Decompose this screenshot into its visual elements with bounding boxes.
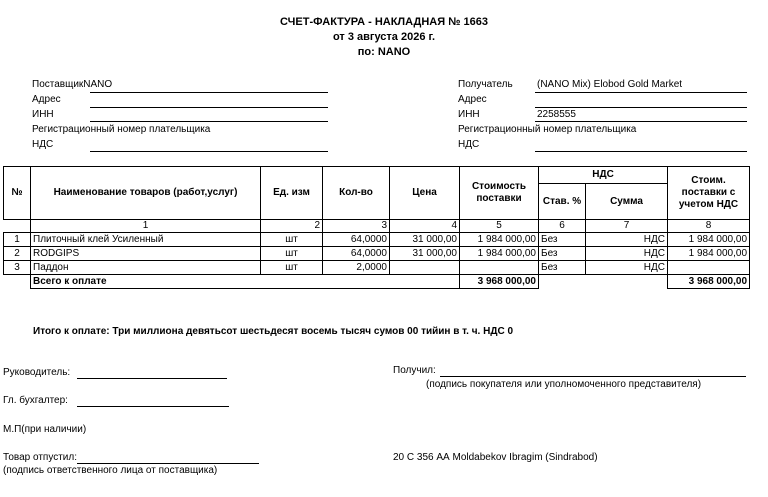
recipient-name: (NANO Mix) Elobod Gold Market <box>537 79 683 90</box>
released-signature-line <box>77 463 259 464</box>
header-unit: Ед. изм <box>261 167 323 220</box>
header-total: Стоим. поставки с учетом НДС <box>668 167 750 220</box>
table-row <box>4 247 750 261</box>
recipient-reg-label: Регистрационный номер плательщика <box>458 124 637 135</box>
row-vat-sum: НДС <box>586 247 668 261</box>
total-with-vat: 3 968 000,00 <box>668 275 750 289</box>
supplier-vat-label: НДС <box>32 139 54 150</box>
supplier-address-line <box>90 107 328 108</box>
supplier-vat-line <box>90 151 328 152</box>
row-total <box>668 261 750 275</box>
supplier-name: NANO <box>83 79 113 90</box>
row-vat-sum: НДС <box>586 233 668 247</box>
recipient-label: Получатель <box>458 79 513 90</box>
header-vat-sum: Сумма <box>586 184 668 220</box>
supplier-label: ПоставщикNANO <box>32 79 113 90</box>
row-unit: шт <box>261 247 323 261</box>
column-number-row <box>4 220 750 233</box>
row-cost: 1 984 000,00 <box>460 247 539 261</box>
stamp-label: М.П(при наличии) <box>3 424 87 435</box>
recipient-inn-value: 2258555 <box>537 109 576 120</box>
received-label: Получил: <box>393 365 436 376</box>
row-vat-rate: Без <box>539 247 586 261</box>
row-vat-rate: Без <box>539 261 586 275</box>
recipient-address-label: Адрес <box>458 94 487 105</box>
row-unit: шт <box>261 261 323 275</box>
header-name: Наименование товаров (работ,услуг) <box>31 167 261 220</box>
header-cost: Стоимость поставки <box>460 167 539 220</box>
supplier-inn-line <box>90 121 328 122</box>
total-row <box>4 275 750 289</box>
table-row <box>4 261 750 275</box>
row-vat-rate: Без <box>539 233 586 247</box>
received-signature-line <box>440 376 746 377</box>
accountant-signature-line <box>77 406 229 407</box>
row-name: Паддон <box>31 261 261 275</box>
table-row <box>4 233 750 247</box>
header-qty: Кол-во <box>323 167 390 220</box>
header-vat: НДС <box>539 167 668 184</box>
recipient-inn-line <box>535 121 747 122</box>
col-number: 5 <box>460 220 539 233</box>
header-price: Цена <box>390 167 460 220</box>
row-price: 31 000,00 <box>390 247 460 261</box>
row-cost: 1 984 000,00 <box>460 233 539 247</box>
row-num: 2 <box>4 247 31 261</box>
row-qty: 64,0000 <box>323 233 390 247</box>
supplier-inn-label: ИНН <box>32 109 54 120</box>
row-name: Плиточный клей Усиленный <box>31 233 261 247</box>
recipient-inn-label: ИНН <box>458 109 480 120</box>
row-num: 3 <box>4 261 31 275</box>
recipient-vat-label: НДС <box>458 139 480 150</box>
invoice-by: по: NANO <box>357 46 411 58</box>
table-header-row <box>4 167 750 184</box>
row-price <box>390 261 460 275</box>
total-cost: 3 968 000,00 <box>460 275 539 289</box>
col-number: 4 <box>390 220 460 233</box>
invoice-table <box>3 166 750 289</box>
col-number: 2 <box>261 220 323 233</box>
row-vat-sum: НДС <box>586 261 668 275</box>
col-number: 1 <box>31 220 261 233</box>
row-name: RODGIPS <box>31 247 261 261</box>
supplier-reg-label: Регистрационный номер плательщика <box>32 124 211 135</box>
header-vat-rate: Став. % <box>539 184 586 220</box>
received-note: (подпись покупателя или уполномоченного представителя) <box>426 379 702 390</box>
invoice-title: СЧЕТ-ФАКТУРА - НАКЛАДНАЯ № 1663 <box>280 16 488 28</box>
supplier-address-label: Адрес <box>32 94 61 105</box>
header-num: № <box>4 167 31 220</box>
director-signature-line <box>77 378 227 379</box>
director-label: Руководитель: <box>3 367 71 378</box>
row-unit: шт <box>261 233 323 247</box>
row-qty: 2,0000 <box>323 261 390 275</box>
amount-in-words: Итого к оплате: Три миллиона девятьсот шестьдесят восемь тысяч сумов 00 тийин в т. ч. НДС 0 <box>33 326 514 337</box>
row-total: 1 984 000,00 <box>668 233 750 247</box>
row-cost <box>460 261 539 275</box>
released-note: (подпись ответственного лица от поставщика) <box>3 465 218 476</box>
supplier-name-line <box>90 92 328 93</box>
recipient-address-line <box>535 107 747 108</box>
recipient-vat-line <box>535 151 747 152</box>
row-num: 1 <box>4 233 31 247</box>
total-label: Всего к оплате <box>31 275 460 289</box>
col-number: 7 <box>586 220 668 233</box>
row-total: 1 984 000,00 <box>668 247 750 261</box>
col-number: 3 <box>323 220 390 233</box>
col-number: 8 <box>668 220 750 233</box>
recipient-name-line <box>535 92 747 93</box>
proxy-info: 20 С 356 АА Moldabekov Ibragim (Sindrabod) <box>393 452 598 463</box>
col-number: 6 <box>539 220 586 233</box>
released-label: Товар отпустил: <box>3 452 77 463</box>
accountant-label: Гл. бухгалтер: <box>3 395 68 406</box>
invoice-date: от 3 августа 2026 г. <box>332 31 436 43</box>
row-price: 31 000,00 <box>390 233 460 247</box>
row-qty: 64,0000 <box>323 247 390 261</box>
